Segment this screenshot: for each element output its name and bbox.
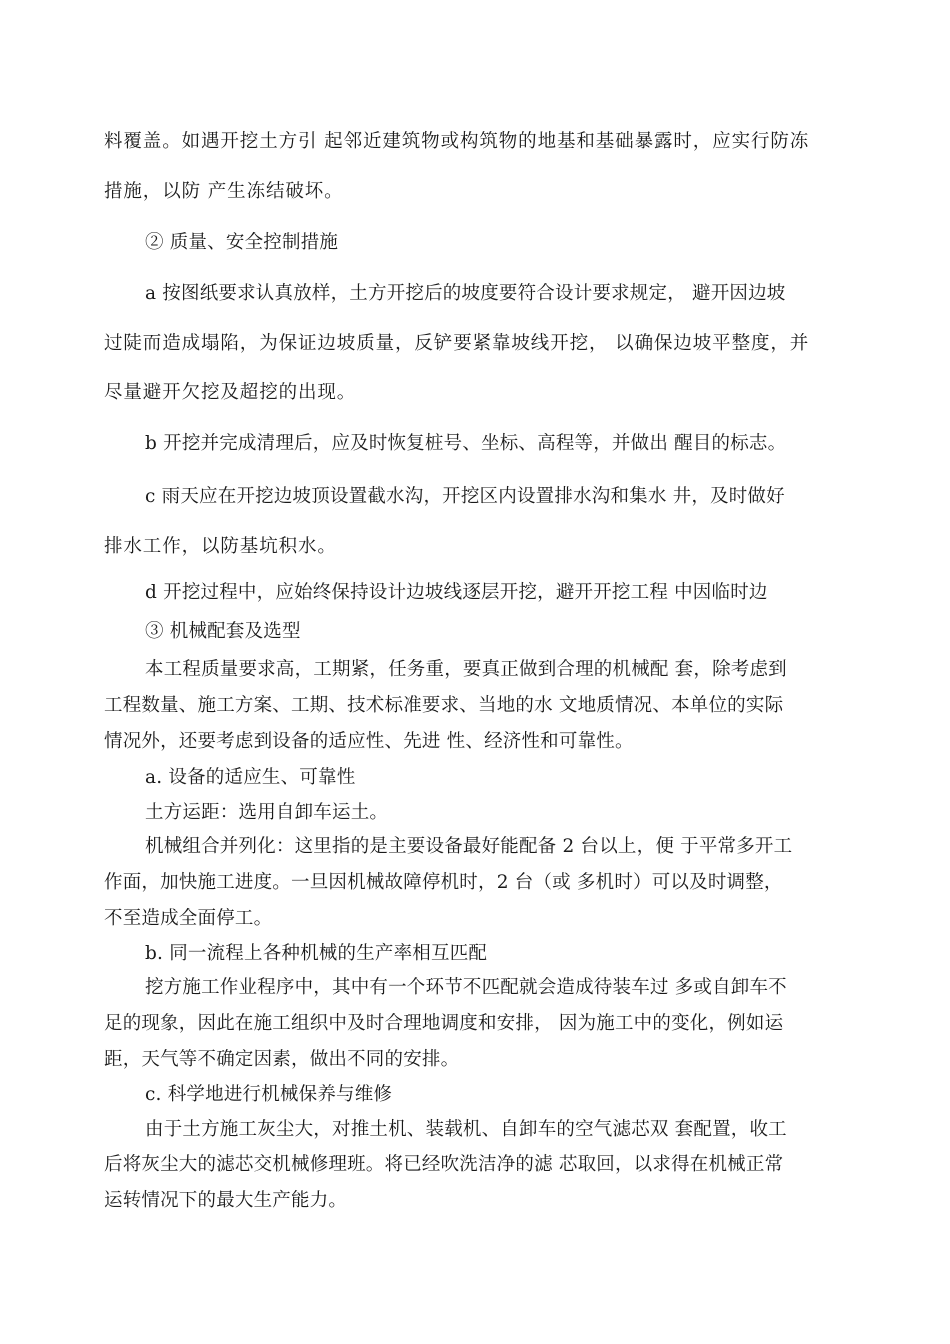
text-line: a 按图纸要求认真放样，土方开挖后的坡度要符合设计要求规定， 避开因边坡: [145, 283, 786, 304]
text-line: 过陡而造成塌陷，为保证边坡质量，反铲要紧靠坡线开挖， 以确保边坡平整度，并: [104, 333, 810, 354]
text-line: 足的现象，因此在施工组织中及时合理地调度和安排， 因为施工中的变化，例如运: [104, 1013, 784, 1034]
text-line: 运转情况下的最大生产能力。: [104, 1190, 348, 1211]
text-line: 排水工作，以防基坑积水。: [104, 536, 337, 557]
text-line: 土方运距：选用自卸车运土。: [145, 802, 389, 823]
text-line: d 开挖过程中，应始终保持设计边坡线逐层开挖，避开开挖工程 中因临时边: [145, 582, 768, 603]
text-line: 情况外，还要考虑到设备的适应性、先进 性、经济性和可靠性。: [104, 731, 634, 752]
text-line: 尽量避开欠挖及超挖的出现。: [104, 382, 357, 403]
text-line: 本工程质量要求高，工期紧，任务重，要真正做到合理的机械配 套，除考虑到: [145, 659, 787, 680]
text-line: 由于土方施工灰尘大，对推土机、装载机、自卸车的空气滤芯双 套配置，收工: [145, 1119, 787, 1140]
text-line: 挖方施工作业程序中，其中有一个环节不匹配就会造成待装车过 多或自卸车不: [145, 977, 787, 998]
text-line: 后将灰尘大的滤芯交机械修理班。将已经吹洗洁净的滤 芯取回，以求得在机械正常: [104, 1154, 784, 1175]
text-line: 措施，以防 产生冻结破坏。: [104, 181, 344, 202]
text-line: 机械组合并列化：这里指的是主要设备最好能配备 2 台以上，便 于平常多开工: [145, 836, 793, 857]
text-line: 距，天气等不确定因素，做出不同的安排。: [104, 1049, 460, 1070]
subsection-heading: a. 设备的适应生、可靠性: [145, 767, 356, 788]
text-line: 不至造成全面停工。: [104, 908, 273, 929]
text-line: 料覆盖。如遇开挖土方引 起邻近建筑物或构筑物的地基和基础暴露时，应实行防冻: [104, 131, 810, 152]
subsection-heading: c. 科学地进行机械保养与维修: [145, 1084, 393, 1105]
section-heading: ② 质量、安全控制措施: [145, 232, 339, 253]
subsection-heading: b. 同一流程上各种机械的生产率相互匹配: [145, 943, 488, 964]
text-line: c 雨天应在开挖边坡顶设置截水沟，开挖区内设置排水沟和集水 井，及时做好: [145, 486, 785, 507]
text-line: 作面，加快施工进度。一旦因机械故障停机时，2 台（或 多机时）可以及时调整，: [104, 872, 783, 893]
text-line: b 开挖并完成清理后，应及时恢复桩号、坐标、高程等，并做出 醒目的标志。: [145, 433, 787, 454]
section-heading: ③ 机械配套及选型: [145, 621, 301, 642]
text-line: 工程数量、施工方案、工期、技术标准要求、当地的水 文地质情况、本单位的实际: [104, 695, 784, 716]
